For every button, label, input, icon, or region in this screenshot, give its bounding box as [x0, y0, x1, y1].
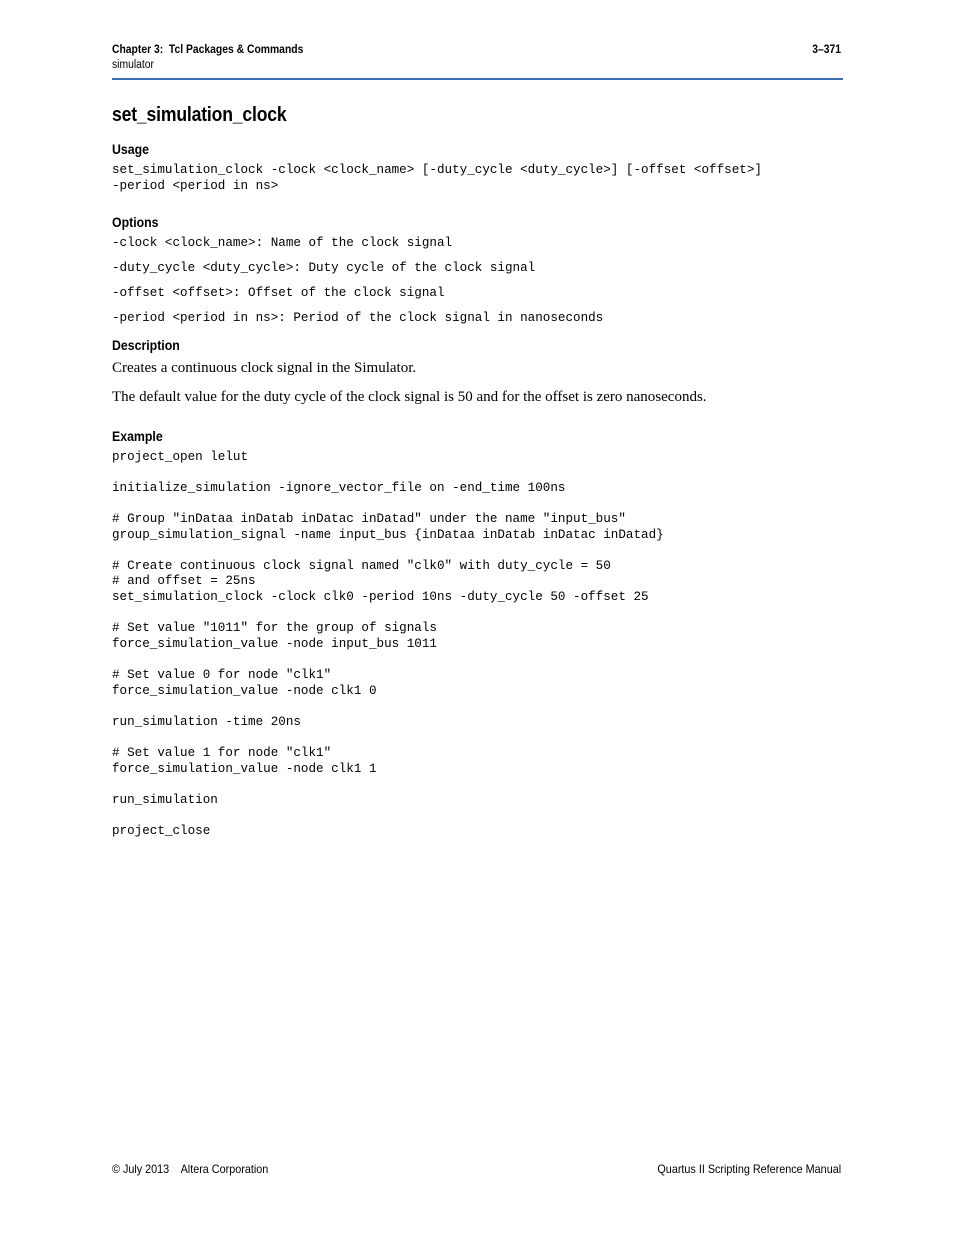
- description-heading: Description: [112, 336, 180, 353]
- code-blank-line: [112, 730, 843, 746]
- code-blank-line: [112, 808, 843, 824]
- code-line: # Create continuous clock signal named "clk0" with duty_cycle = 50: [112, 558, 611, 573]
- option-offset: -offset <offset>: Offset of the clock signal: [112, 286, 445, 301]
- code-line: initialize_simulation -ignore_vector_file on -end_time 100ns: [112, 480, 566, 495]
- page-header: [112, 42, 843, 80]
- usage-line: set_simulation_clock -clock <clock_name> [-duty_cycle <duty_cycle>] [-offset <offset>]: [112, 163, 762, 177]
- options-list: [112, 236, 843, 327]
- code-line: force_simulation_value -node clk1 0: [112, 683, 377, 698]
- code-line: # and offset = 25ns: [112, 574, 256, 589]
- chapter-title: Chapter 3: Tcl Packages & Commands: [112, 44, 304, 56]
- section-name: simulator: [112, 59, 154, 71]
- options-heading: Options: [112, 214, 159, 231]
- code-blank-line: [112, 497, 843, 513]
- description-paragraph: Creates a continuous clock signal in the Simulator.: [112, 359, 417, 376]
- code-blank-line: [112, 777, 843, 793]
- description-block: [112, 359, 843, 406]
- code-line: # Set value "1011" for the group of signals: [112, 621, 437, 636]
- footer-manual-title: Quartus II Scripting Reference Manual: [657, 1162, 841, 1176]
- page-content: [112, 104, 843, 840]
- option-duty-cycle: -duty_cycle <duty_cycle>: Duty cycle of the clock signal: [112, 261, 536, 276]
- code-line: # Set value 0 for node "clk1": [112, 668, 332, 683]
- code-line: run_simulation: [112, 792, 218, 807]
- code-line: # Group "inDataa inDatab inDatac inDatad" under the name "input_bus": [112, 512, 626, 527]
- option-period: -period <period in ns>: Period of the clock signal in nanoseconds: [112, 311, 604, 326]
- footer-copyright: © July 2013 Altera Corporation: [112, 1162, 269, 1176]
- code-blank-line: [112, 652, 843, 668]
- code-blank-line: [112, 543, 843, 559]
- code-line: set_simulation_clock -clock clk0 -period 10ns -duty_cycle 50 -offset 25: [112, 590, 649, 605]
- usage-heading: Usage: [112, 141, 149, 157]
- code-line: force_simulation_value -node clk1 1: [112, 761, 377, 776]
- code-line: force_simulation_value -node input_bus 1011: [112, 636, 437, 651]
- command-title: set_simulation_clock: [112, 104, 287, 126]
- code-blank-line: [112, 699, 843, 715]
- code-blank-line: [112, 606, 843, 622]
- usage-line: -period <period in ns>: [112, 178, 279, 193]
- page-number: 3–371: [812, 44, 841, 56]
- description-paragraph: The default value for the duty cycle of the clock signal is 50 and for the offset is zero nanoseconds.: [112, 388, 707, 405]
- usage-block: [112, 163, 843, 194]
- code-line: group_simulation_signal -name input_bus {inDataa inDatab inDatac inDatad}: [112, 527, 664, 542]
- code-line: project_open lelut: [112, 449, 249, 464]
- example-code-block: [112, 450, 843, 840]
- example-heading: Example: [112, 427, 163, 444]
- code-line: # Set value 1 for node "clk1": [112, 746, 332, 761]
- option-clock: -clock <clock_name>: Name of the clock signal: [112, 236, 453, 251]
- code-blank-line: [112, 465, 843, 481]
- code-line: run_simulation -time 20ns: [112, 714, 301, 729]
- code-line: project_close: [112, 823, 211, 838]
